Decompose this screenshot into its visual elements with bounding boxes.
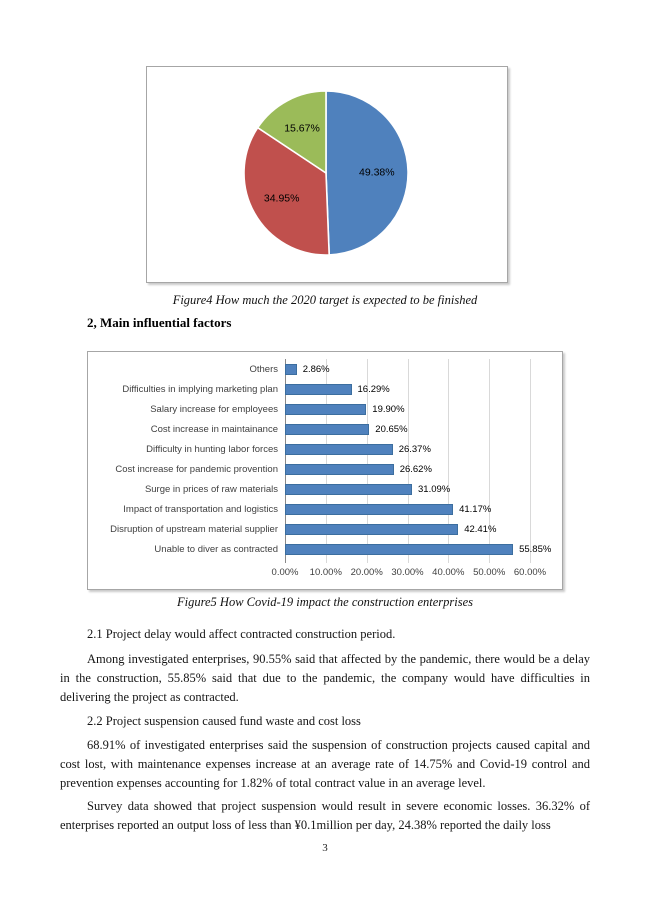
bar-value-label: 2.86% bbox=[302, 363, 330, 375]
body-text bbox=[60, 618, 590, 835]
x-tick-label: 0.00% bbox=[271, 567, 299, 578]
bar-row bbox=[88, 459, 560, 479]
bar-category-label: Others bbox=[249, 363, 278, 375]
x-tick-label: 30.00% bbox=[391, 567, 424, 578]
bar bbox=[285, 444, 393, 455]
bar-category-label: Unable to diver as contracted bbox=[154, 543, 278, 555]
bar-track bbox=[285, 479, 560, 499]
bar-value-label: 16.29% bbox=[357, 383, 390, 395]
bar-value-label: 26.62% bbox=[399, 463, 432, 475]
bar-value-label: 20.65% bbox=[375, 423, 408, 435]
bar-value-label: 31.09% bbox=[418, 483, 451, 495]
bar-row bbox=[88, 399, 560, 419]
paragraph-survey-loss: Survey data showed that project suspension would result in severe economic losses. 36.32% of enterprises reported an output loss of less than ¥0.1million per day, 24.38% reported the daily loss bbox=[60, 799, 590, 832]
bar-row bbox=[88, 359, 560, 379]
bar-category-label: Difficulties in implying marketing plan bbox=[122, 383, 278, 395]
bar-value-label: 55.85% bbox=[519, 543, 552, 555]
paragraph-2-1-heading: 2.1 Project delay would affect contracted construction period. bbox=[87, 627, 396, 641]
bar-row bbox=[88, 419, 560, 439]
bar bbox=[285, 384, 352, 395]
x-tick-label: 10.00% bbox=[309, 567, 342, 578]
bar-track bbox=[285, 379, 560, 399]
bar-category-label: Cost increase for pandemic provention bbox=[115, 463, 278, 475]
bar-row bbox=[88, 379, 560, 399]
x-tick-label: 20.00% bbox=[350, 567, 383, 578]
bar-row bbox=[88, 519, 560, 539]
bar-track bbox=[285, 359, 560, 379]
bar-track bbox=[285, 539, 560, 559]
bar bbox=[285, 364, 297, 375]
bar-row bbox=[88, 439, 560, 459]
bar-row bbox=[88, 479, 560, 499]
bar-rows bbox=[88, 359, 560, 559]
bar-row bbox=[88, 499, 560, 519]
x-tick-label: 60.00% bbox=[513, 567, 547, 578]
bar bbox=[285, 424, 369, 435]
bar-track bbox=[285, 439, 560, 459]
bar-row bbox=[88, 539, 560, 559]
bar-track bbox=[285, 499, 560, 519]
pie-slice-label: 34.95% bbox=[263, 192, 300, 205]
bar-category-label: Impact of transportation and logistics bbox=[123, 503, 278, 515]
pie-slice-label: 15.67% bbox=[284, 122, 320, 135]
page-number: 3 bbox=[322, 842, 328, 854]
bar-category-label: Disruption of upstream material supplier bbox=[110, 523, 278, 535]
figure5-caption: Figure5 How Covid-19 impact the construction enterprises bbox=[176, 595, 474, 609]
bar-category-label: Salary increase for employees bbox=[150, 403, 278, 415]
bar bbox=[285, 404, 366, 415]
bar-track bbox=[285, 519, 560, 539]
bar bbox=[285, 464, 394, 475]
figure4-caption: Figure4 How much the 2020 target is expected to be finished bbox=[172, 293, 478, 307]
x-tick-label: 50.00% bbox=[473, 567, 506, 578]
figure4-pie-chart bbox=[146, 66, 508, 283]
x-tick-label: 40.00% bbox=[432, 567, 465, 578]
bar-track bbox=[285, 399, 560, 419]
paragraph-fund-waste: 68.91% of investigated enterprises said the suspension of construction projects caused capital and cost lost, with maintenance expenses increase at an average rate of 14.75% and Covid-19 control and prevention expenses accounting for 1.82% of total contract value in an average level. bbox=[60, 738, 590, 790]
pie-slice-label: 49.38% bbox=[358, 166, 395, 179]
section-heading: 2, Main influential factors bbox=[87, 315, 232, 330]
bar bbox=[285, 544, 513, 555]
bar-track bbox=[285, 419, 560, 439]
figure5-bar-chart bbox=[87, 351, 563, 590]
bar-category-label: Surge in prices of raw materials bbox=[144, 483, 278, 495]
bar bbox=[285, 504, 453, 515]
bar-value-label: 42.41% bbox=[464, 523, 497, 535]
bar bbox=[285, 524, 458, 535]
bar bbox=[285, 484, 412, 495]
pie-chart-svg bbox=[147, 67, 505, 280]
paragraph-2-2-heading: 2.2 Project suspension caused fund waste and cost loss bbox=[87, 714, 361, 728]
bar-category-label: Cost increase in maintainance bbox=[150, 423, 278, 435]
bar-value-label: 41.17% bbox=[459, 503, 492, 515]
bar-value-label: 26.37% bbox=[398, 443, 431, 455]
paragraph-project-delay: Among investigated enterprises, 90.55% said that affected by the pandemic, there would be a delay in the construction, 55.85% said that due to the pandemic, the company would have difficulties in delivering the project as contracted. bbox=[60, 652, 590, 704]
bar-x-axis bbox=[88, 567, 562, 585]
bar-category-label: Difficulty in hunting labor forces bbox=[146, 443, 278, 455]
bar-value-label: 19.90% bbox=[372, 403, 405, 415]
bar-track bbox=[285, 459, 560, 479]
